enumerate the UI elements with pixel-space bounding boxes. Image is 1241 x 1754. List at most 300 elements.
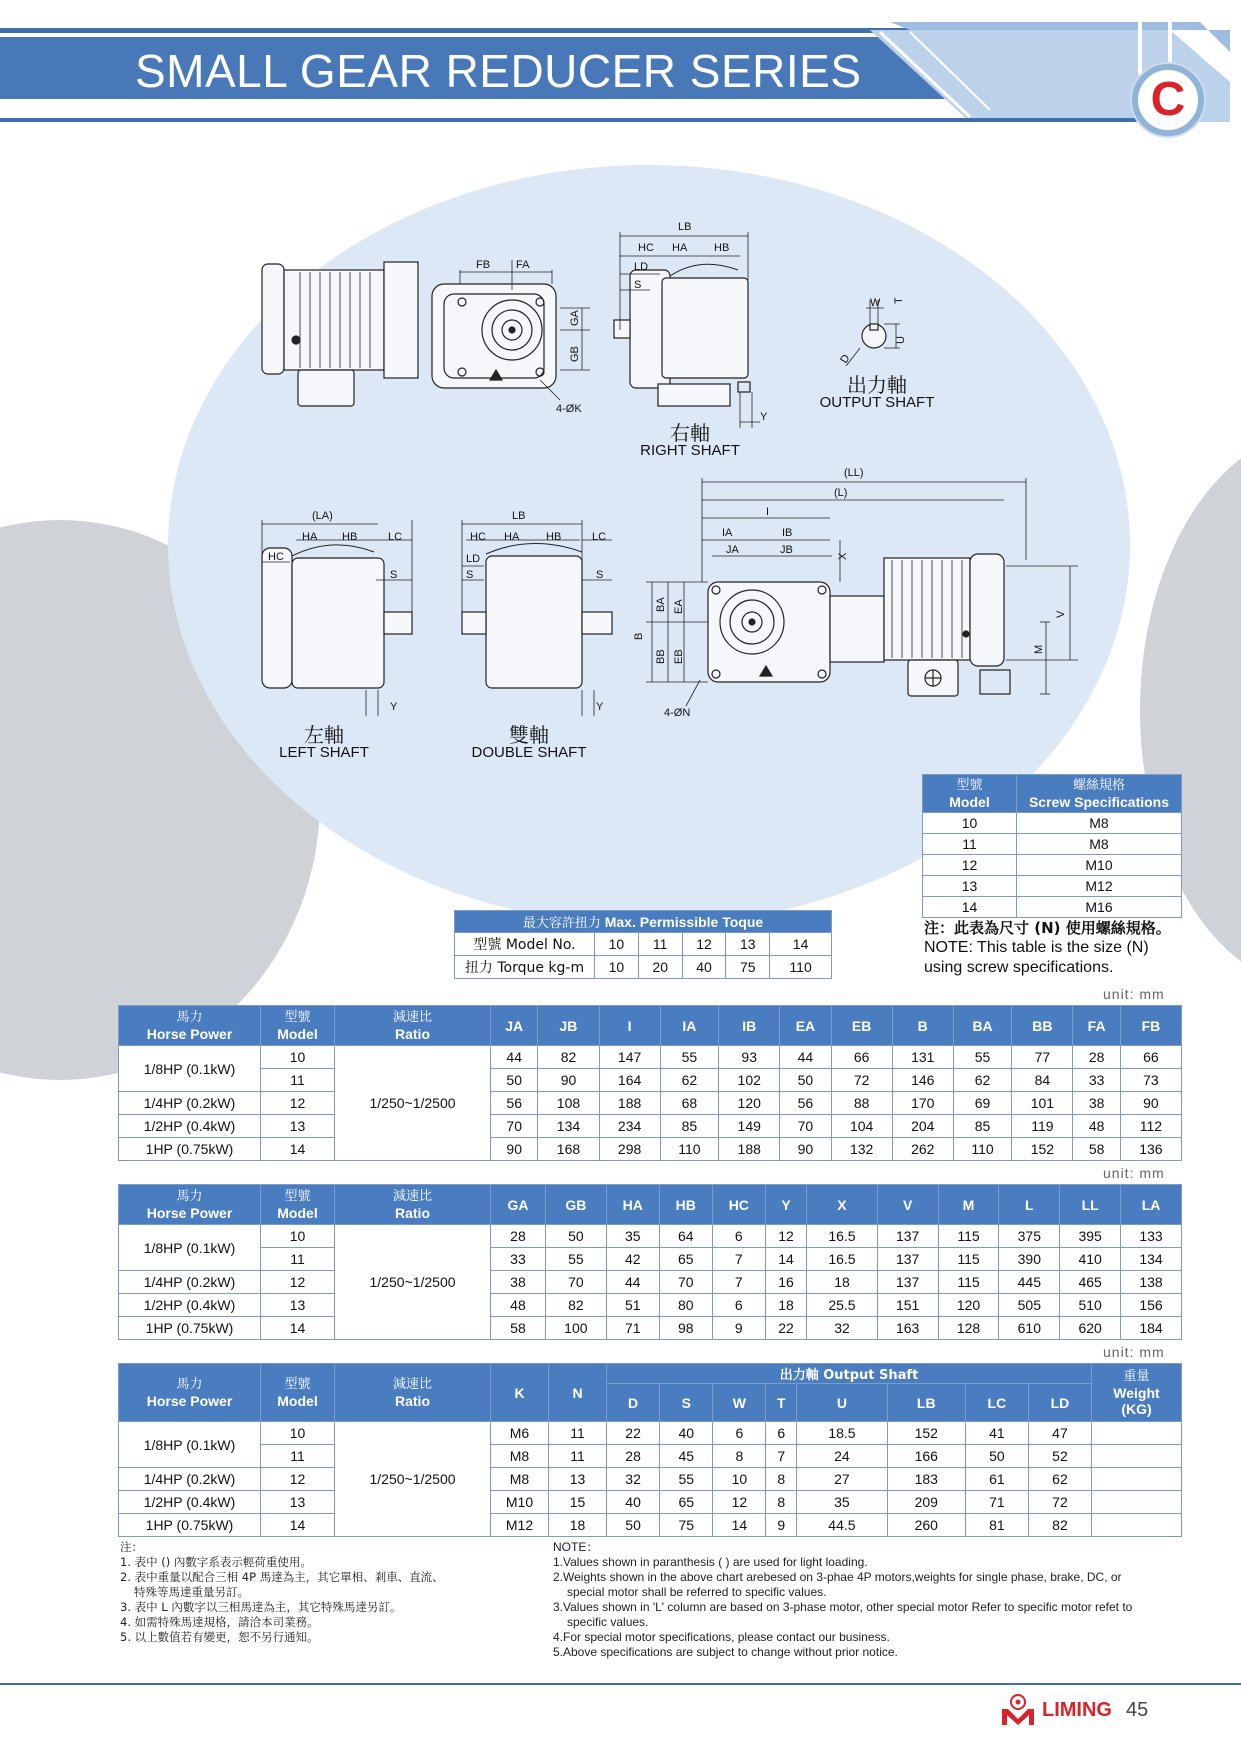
dim-LC-double: LC	[592, 531, 607, 543]
hp-cell: 1HP (0.75kW)	[119, 1317, 261, 1340]
table-cell: 298	[599, 1138, 660, 1161]
ratio-cell: 1/250~1/2500	[335, 1046, 491, 1161]
col-header-EB: EB	[831, 1006, 892, 1046]
model-cell: 14	[261, 1514, 335, 1537]
table-cell: 90	[491, 1138, 538, 1161]
col-header-N: N	[549, 1364, 607, 1422]
table-cell: M10	[491, 1491, 549, 1514]
table-cell: 110	[770, 956, 832, 979]
dim-X: X	[837, 552, 849, 560]
assembly-front-view	[646, 478, 1078, 706]
col-header-X: X	[807, 1185, 878, 1225]
col-header-model: 型號 Model	[261, 1364, 335, 1422]
table-cell: 32	[807, 1317, 878, 1340]
table-cell: M10	[1017, 855, 1182, 876]
table-row	[923, 813, 1182, 834]
table-cell: 72	[1028, 1491, 1091, 1514]
col-header-ratio: 減速比 Ratio	[335, 1364, 491, 1422]
weight-cell	[1092, 1468, 1182, 1491]
table-cell: 70	[780, 1115, 831, 1138]
dim-LD-right: LD	[634, 261, 649, 273]
table-cell: 12	[765, 1225, 806, 1248]
table-cell: 209	[887, 1491, 965, 1514]
table-cell: M12	[1017, 876, 1182, 897]
table-cell: 137	[877, 1248, 938, 1271]
table-cell: 24	[797, 1445, 888, 1468]
section-badge-letter: C	[1150, 73, 1186, 126]
table-cell: 6	[712, 1294, 765, 1317]
table-cell: 65	[660, 1491, 713, 1514]
col-header-LC: LC	[965, 1384, 1028, 1422]
table-cell: 134	[538, 1115, 599, 1138]
torque-value-label: 扭力 Torque kg-m	[455, 956, 595, 979]
dim-GB: GB	[569, 346, 581, 362]
table-cell: 14	[770, 933, 832, 956]
front-view-drawing	[262, 262, 418, 406]
table-cell: 41	[965, 1422, 1028, 1445]
table-cell: 170	[892, 1092, 953, 1115]
table-cell: 163	[877, 1317, 938, 1340]
hp-cell: 1HP (0.75kW)	[119, 1138, 261, 1161]
notes-en-line: 2.Weights shown in the above chart arebesed on 3-phae 4P motors,weights for single phase, brake, DC, or	[553, 1570, 1122, 1584]
dim-LB-double: LB	[512, 510, 526, 522]
table-cell: 55	[953, 1046, 1012, 1069]
table-cell: 68	[660, 1092, 719, 1115]
table-cell: 52	[1028, 1445, 1091, 1468]
table-cell: M16	[1017, 897, 1182, 918]
table-cell: 98	[659, 1317, 712, 1340]
col-header-hp: 馬力 Horse Power	[119, 1185, 261, 1225]
table-cell: 115	[938, 1248, 999, 1271]
table-row	[119, 1422, 1182, 1445]
notes-cn-line: 5. 以上數值若有變更，恕不另行通知。	[120, 1630, 319, 1644]
col-header-ratio: 減速比 Ratio	[335, 1185, 491, 1225]
model-cell: 13	[261, 1115, 335, 1138]
model-cell: 12	[261, 1092, 335, 1115]
table-cell: 38	[491, 1271, 546, 1294]
table-cell: 152	[887, 1422, 965, 1445]
notes-en-line: special motor shall be referred to specific values.	[567, 1585, 827, 1599]
screw-note-cn: 注：此表為尺寸 (N) 使用螺絲規格。	[924, 919, 1171, 937]
table-cell: 204	[892, 1115, 953, 1138]
col-header-IA: IA	[660, 1006, 719, 1046]
table-cell: M8	[1017, 834, 1182, 855]
table-cell: 8	[766, 1468, 797, 1491]
col-header-LL: LL	[1060, 1185, 1121, 1225]
dim-L: (L)	[834, 487, 848, 499]
notes-en-line: 1.Values shown in paranthesis ( ) are used for light loading.	[553, 1555, 868, 1569]
table-cell: 70	[545, 1271, 606, 1294]
dim-LB-right: LB	[678, 221, 692, 233]
table-cell: 104	[831, 1115, 892, 1138]
screw-note	[924, 918, 1224, 978]
hp-cell: 1/4HP (0.2kW)	[119, 1468, 261, 1491]
torque-table	[454, 910, 832, 979]
table-cell: M8	[1017, 813, 1182, 834]
col-header-D: D	[607, 1384, 660, 1422]
table-cell: 69	[953, 1092, 1012, 1115]
notes-chinese	[120, 1540, 540, 1645]
left-shaft-side-view	[262, 520, 412, 716]
table-cell: 16.5	[807, 1225, 878, 1248]
caption-output-shaft	[810, 373, 944, 412]
col-header-LD: LD	[1028, 1384, 1091, 1422]
screw-header-model-en: Model	[949, 793, 990, 810]
table-cell: 90	[538, 1069, 599, 1092]
dim-Y-right: Y	[760, 411, 768, 423]
dim-V: V	[1055, 610, 1067, 618]
col-header-K: K	[491, 1364, 549, 1422]
weight-cell	[1092, 1491, 1182, 1514]
dim-4-N: 4-ØN	[664, 707, 691, 719]
screw-header-spec	[1017, 775, 1182, 813]
caption-right-shaft	[630, 421, 750, 460]
table-cell: 146	[892, 1069, 953, 1092]
screw-note-en-2: using screw specifications.	[924, 959, 1114, 976]
table-row	[119, 1069, 1182, 1092]
table-cell: 13	[726, 933, 770, 956]
col-header-weight	[1092, 1364, 1182, 1422]
table-cell: M6	[491, 1422, 549, 1445]
table-row	[455, 933, 832, 956]
table-cell: 20	[638, 956, 682, 979]
dim-D: D	[838, 352, 853, 366]
col-header-EA: EA	[780, 1006, 831, 1046]
dim-EA: EA	[673, 599, 685, 614]
screw-header-model-cn: 型號	[956, 777, 983, 793]
col-header-U: U	[797, 1384, 888, 1422]
weight-cell	[1092, 1514, 1182, 1537]
model-cell: 14	[261, 1317, 335, 1340]
dim-B: B	[633, 632, 645, 640]
table-cell: 10	[713, 1468, 766, 1491]
col-header-GB: GB	[545, 1185, 606, 1225]
col-header-ratio: 減速比 Ratio	[335, 1006, 491, 1046]
table-cell: 147	[599, 1046, 660, 1069]
table-cell: 40	[660, 1422, 713, 1445]
table-cell: 112	[1120, 1115, 1181, 1138]
dim-S-left: S	[390, 569, 398, 581]
table-cell: 44	[606, 1271, 659, 1294]
screw-header-model	[923, 775, 1017, 813]
table-cell: 14	[713, 1514, 766, 1537]
table-row	[119, 1514, 1182, 1537]
notes-en-line: specific values.	[567, 1615, 649, 1629]
col-header-S: S	[660, 1384, 713, 1422]
notes-cn-line: 3. 表中 L 內數字以三相馬達為主，其它特殊馬達另訂。	[120, 1600, 402, 1614]
screw-spec-table	[922, 774, 1182, 918]
model-cell: 12	[261, 1271, 335, 1294]
table-cell: 62	[660, 1069, 719, 1092]
col-header-HA: HA	[606, 1185, 659, 1225]
table-cell: 75	[726, 956, 770, 979]
dim-Y-double: Y	[596, 701, 604, 713]
table-cell: 51	[606, 1294, 659, 1317]
table-cell: 156	[1121, 1294, 1182, 1317]
table-cell: 110	[953, 1138, 1012, 1161]
table-row	[119, 1225, 1182, 1248]
table-cell: 85	[660, 1115, 719, 1138]
table-cell: 18	[549, 1514, 607, 1537]
table-cell: 65	[659, 1248, 712, 1271]
table-cell: 27	[797, 1468, 888, 1491]
output-shaft-detail	[846, 300, 900, 366]
table-cell: 48	[1073, 1115, 1120, 1138]
table-cell: 81	[965, 1514, 1028, 1537]
table-cell: 188	[599, 1092, 660, 1115]
ratio-cell: 1/250~1/2500	[335, 1225, 491, 1340]
table-cell: 50	[607, 1514, 660, 1537]
table-cell: 10	[923, 813, 1017, 834]
table-cell: 82	[538, 1046, 599, 1069]
hp-cell: 1/8HP (0.1kW)	[119, 1046, 261, 1092]
table-cell: 6	[766, 1422, 797, 1445]
table-cell: 110	[660, 1138, 719, 1161]
table-cell: 133	[1121, 1225, 1182, 1248]
dim-BB: BB	[655, 649, 667, 664]
dim-HA-double: HA	[504, 531, 520, 543]
table-cell: 465	[1060, 1271, 1121, 1294]
model-cell: 11	[261, 1248, 335, 1271]
table-cell: 77	[1012, 1046, 1073, 1069]
table-cell: 149	[719, 1115, 780, 1138]
table-row	[119, 1491, 1182, 1514]
table-cell: 13	[923, 876, 1017, 897]
col-header-hp: 馬力 Horse Power	[119, 1364, 261, 1422]
dim-GA: GA	[569, 310, 581, 326]
table-row	[923, 834, 1182, 855]
col-header-model: 型號 Model	[261, 1006, 335, 1046]
table-cell: 72	[831, 1069, 892, 1092]
table-cell: 115	[938, 1271, 999, 1294]
table-cell: 80	[659, 1294, 712, 1317]
screw-header-spec-cn: 螺絲規格	[1072, 777, 1125, 793]
table-row	[119, 1046, 1182, 1069]
table-cell: 47	[1028, 1422, 1091, 1445]
hp-cell: 1/4HP (0.2kW)	[119, 1092, 261, 1115]
table-cell: 164	[599, 1069, 660, 1092]
dim-LC-left: LC	[388, 531, 403, 543]
table-cell: 58	[491, 1317, 546, 1340]
table-cell: 119	[1012, 1115, 1073, 1138]
caption-left-shaft-en: LEFT SHAFT	[279, 744, 369, 761]
table-row	[923, 897, 1182, 918]
dim-HC-double: HC	[470, 531, 486, 543]
col-header-L: L	[999, 1185, 1060, 1225]
table-cell: 120	[719, 1092, 780, 1115]
dim-LA: (LA)	[312, 510, 333, 522]
table-cell: 410	[1060, 1248, 1121, 1271]
torque-title-en: Max. Permissible Toque	[604, 914, 764, 930]
table-cell: 45	[660, 1445, 713, 1468]
hp-cell: 1HP (0.75kW)	[119, 1514, 261, 1537]
table-cell: 18	[807, 1271, 878, 1294]
dim-IA: IA	[722, 527, 733, 539]
table-cell: 8	[713, 1445, 766, 1468]
weight-cell	[1092, 1422, 1182, 1445]
table-cell: 75	[660, 1514, 713, 1537]
table-cell: 28	[607, 1445, 660, 1468]
caption-double-shaft	[464, 723, 594, 762]
table-cell: 136	[1120, 1138, 1181, 1161]
table-cell: 7	[712, 1248, 765, 1271]
ratio-cell: 1/250~1/2500	[335, 1422, 491, 1537]
table-cell: 44	[491, 1046, 538, 1069]
liming-logo-icon	[1000, 1693, 1036, 1727]
table-cell: 168	[538, 1138, 599, 1161]
notes-cn-line: 2. 表中重量以配合三相 4P 馬達為主，其它單相、剎車、直流、	[120, 1570, 444, 1584]
col-header-FB: FB	[1120, 1006, 1181, 1046]
col-header-HB: HB	[659, 1185, 712, 1225]
col-header-W: W	[713, 1384, 766, 1422]
caption-right-shaft-cn: 右軸	[670, 421, 710, 445]
table-cell: 66	[831, 1046, 892, 1069]
table-cell: 33	[491, 1248, 546, 1271]
caption-output-shaft-en: OUTPUT SHAFT	[819, 394, 935, 411]
dim-EB: EB	[673, 649, 685, 664]
table-cell: 40	[682, 956, 726, 979]
table-cell: 134	[1121, 1248, 1182, 1271]
col-header-Y: Y	[765, 1185, 806, 1225]
table-cell: M12	[491, 1514, 549, 1537]
dim-S-right: S	[634, 279, 642, 291]
model-cell: 11	[261, 1069, 335, 1092]
weight-header-unit: (KG)	[1121, 1400, 1152, 1417]
model-cell: 10	[261, 1422, 335, 1445]
table-cell: 11	[549, 1445, 607, 1468]
table-row	[119, 1092, 1182, 1115]
col-header-I: I	[599, 1006, 660, 1046]
table-cell: 44.5	[797, 1514, 888, 1537]
table-cell: 120	[938, 1294, 999, 1317]
col-header-HC: HC	[712, 1185, 765, 1225]
col-header-hp: 馬力 Horse Power	[119, 1006, 261, 1046]
table-cell: 62	[1028, 1468, 1091, 1491]
table-cell: 131	[892, 1046, 953, 1069]
table-cell: 40	[607, 1491, 660, 1514]
table-cell: 11	[638, 933, 682, 956]
table-cell: 50	[780, 1069, 831, 1092]
weight-header-en: Weight	[1113, 1384, 1160, 1401]
table-cell: 260	[887, 1514, 965, 1537]
torque-title-cn: 最大容許扭力	[522, 916, 601, 931]
table-cell: 12	[923, 855, 1017, 876]
table-cell: 11	[923, 834, 1017, 855]
table-cell: 55	[660, 1468, 713, 1491]
model-cell: 11	[261, 1445, 335, 1468]
col-header-IB: IB	[719, 1006, 780, 1046]
table-cell: 262	[892, 1138, 953, 1161]
table-cell: 33	[1073, 1069, 1120, 1092]
table-cell: 151	[877, 1294, 938, 1317]
table-cell: 90	[780, 1138, 831, 1161]
dim-BA: BA	[655, 597, 667, 612]
col-header-LA: LA	[1121, 1185, 1182, 1225]
col-header-V: V	[877, 1185, 938, 1225]
table-cell: 152	[1012, 1138, 1073, 1161]
table-cell: 71	[965, 1491, 1028, 1514]
hp-cell: 1/2HP (0.4kW)	[119, 1115, 261, 1138]
table-cell: 22	[765, 1317, 806, 1340]
dim-JB: JB	[780, 544, 793, 556]
torque-table-title	[455, 911, 832, 933]
caption-right-shaft-en: RIGHT SHAFT	[640, 442, 740, 459]
table-cell: 48	[491, 1294, 546, 1317]
screw-header-spec-en: Screw Specifications	[1028, 793, 1170, 810]
notes-english	[553, 1540, 1193, 1660]
table-cell: 18.5	[797, 1422, 888, 1445]
table-cell: 38	[1073, 1092, 1120, 1115]
table-row	[923, 855, 1182, 876]
weight-header-cn: 重量	[1123, 1368, 1150, 1384]
table-cell: 7	[712, 1271, 765, 1294]
table-cell: 70	[659, 1271, 712, 1294]
model-cell: 13	[261, 1294, 335, 1317]
table-cell: M8	[491, 1445, 549, 1468]
table-cell: 395	[1060, 1225, 1121, 1248]
table-cell: 188	[719, 1138, 780, 1161]
table-cell: 16	[765, 1271, 806, 1294]
hp-cell: 1/8HP (0.1kW)	[119, 1422, 261, 1468]
table-cell: 82	[1028, 1514, 1091, 1537]
torque-model-label: 型號 Model No.	[455, 933, 595, 956]
unit-label-2: unit: mm	[1103, 1165, 1165, 1181]
dim-HB-left: HB	[342, 531, 358, 543]
flange-view-drawing	[432, 260, 590, 400]
table-cell: 88	[831, 1092, 892, 1115]
dim-HB-right: HB	[714, 242, 730, 254]
table-cell: 10	[595, 956, 639, 979]
page-number: 45	[1126, 1698, 1149, 1721]
hp-cell: 1/2HP (0.4kW)	[119, 1491, 261, 1514]
col-header-FA: FA	[1073, 1006, 1120, 1046]
table-cell: 70	[491, 1115, 538, 1138]
table-cell: 115	[938, 1225, 999, 1248]
table-cell: 22	[607, 1422, 660, 1445]
dim-LL: (LL)	[844, 467, 864, 479]
table-cell: 6	[712, 1225, 765, 1248]
table-cell: 35	[606, 1225, 659, 1248]
hp-cell: 1/4HP (0.2kW)	[119, 1271, 261, 1294]
table-cell: 56	[780, 1092, 831, 1115]
table-row	[119, 1468, 1182, 1491]
table-cell: 66	[1120, 1046, 1181, 1069]
table-row	[119, 1271, 1182, 1294]
double-shaft-side-view	[462, 520, 612, 716]
brand-name: LIMING	[1042, 1698, 1112, 1721]
table-cell: 84	[1012, 1069, 1073, 1092]
table-row	[455, 956, 832, 979]
table-row	[119, 1115, 1182, 1138]
table-cell: 620	[1060, 1317, 1121, 1340]
dim-HB-double: HB	[546, 531, 562, 543]
caption-left-shaft-cn: 左軸	[304, 723, 344, 747]
table-row	[119, 1294, 1182, 1317]
table-cell: 128	[938, 1317, 999, 1340]
table-cell: 56	[491, 1092, 538, 1115]
notes-cn-title: 注：	[120, 1540, 143, 1554]
dim-FB: FB	[476, 259, 491, 271]
page-title: SMALL GEAR REDUCER SERIES	[135, 45, 862, 97]
notes-en-line: 3.Values shown in 'L' column are based on 3-phase motor, other special motor Refer to specific motor refet to	[553, 1600, 1133, 1614]
dim-M: M	[1033, 644, 1045, 654]
unit-label-3: unit: mm	[1103, 1344, 1165, 1360]
dim-T: T	[893, 297, 905, 304]
table-cell: 15	[549, 1491, 607, 1514]
table-cell: 64	[659, 1225, 712, 1248]
col-header-model: 型號 Model	[261, 1185, 335, 1225]
notes-cn-line: 1. 表中 () 內數字系表示輕荷重使用。	[120, 1555, 312, 1569]
